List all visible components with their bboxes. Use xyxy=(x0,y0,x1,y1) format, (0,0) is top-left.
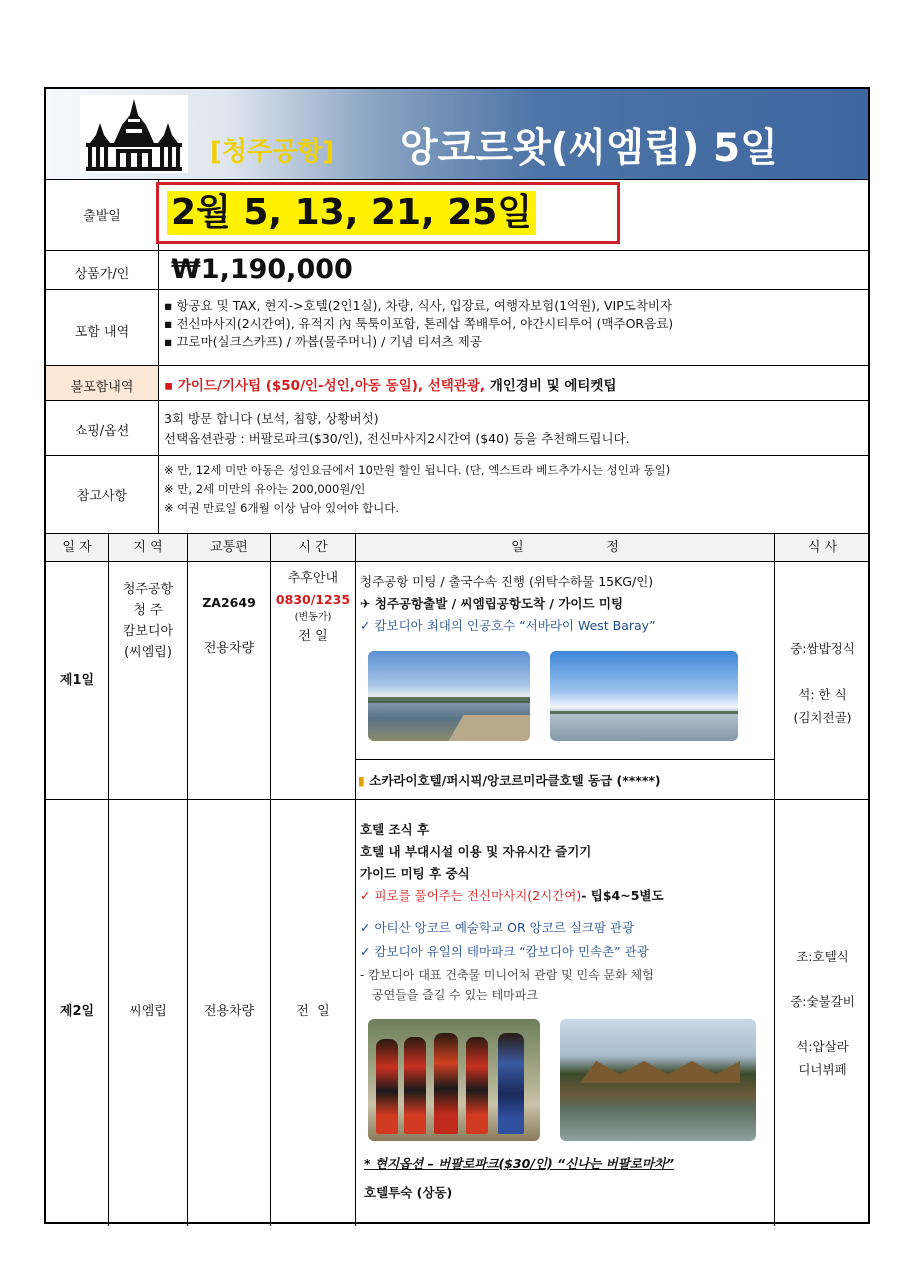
header-schedule: 일 정 xyxy=(511,540,619,555)
header-time: 시 간 xyxy=(298,540,328,555)
day1-meals xyxy=(775,637,870,729)
region-line: 청 주 xyxy=(133,603,163,618)
schedule-line: 가이드 미팅 후 중식 xyxy=(360,866,470,881)
day1-vehicle: 전용차량 xyxy=(203,641,255,656)
time-note: 추후안내 xyxy=(287,571,339,586)
flight-time: 0830/1235 xyxy=(275,592,351,607)
treeline xyxy=(368,697,530,703)
shopping-text xyxy=(164,409,868,449)
excluded-black-text: 개인경비 및 에티켓팁 xyxy=(485,378,617,394)
day2-meals xyxy=(775,945,870,1081)
day2-vehicle: 전용차량 xyxy=(203,1004,255,1019)
included-list xyxy=(164,297,868,351)
note-line: ※ 만, 12세 미만 아동은 성인요금에서 10만원 할인 됩니다. (단, 엑스트라 베드추가시는 성인과 동일) xyxy=(164,463,671,477)
day2-massage xyxy=(360,885,760,907)
dancer xyxy=(466,1037,488,1134)
day2-check2: ✓ 캄보디아 유일의 테마파크 “캄보디아 민속촌” 관광 xyxy=(360,944,649,959)
title-banner xyxy=(46,89,868,179)
region-line: 캄보디아 xyxy=(122,624,174,639)
day2-region: 씨엠립 xyxy=(129,1004,167,1019)
schedule-line: 호텔 내 부대시설 이용 및 자유시간 즐기기 xyxy=(360,844,592,859)
excluded-label: 불포함내역 xyxy=(70,380,134,395)
departure-label: 출발일 xyxy=(83,209,121,224)
horizon xyxy=(550,711,738,714)
excluded-red-text: ▪ 가이드/기사팁 ($50/인-성인,아동 동일), 선택관광, xyxy=(164,378,486,394)
header-region: 지 역 xyxy=(133,540,163,555)
excluded-text xyxy=(164,374,616,394)
meal-line: 석:압살라 xyxy=(796,1039,849,1054)
region-line: (씨엠립) xyxy=(124,645,172,660)
header-transport: 교통편 xyxy=(210,540,248,555)
desc-line: 공연들을 즐길 수 있는 테마파크 xyxy=(372,988,538,1002)
dancer xyxy=(404,1037,426,1134)
day2-schedule xyxy=(360,819,760,885)
included-item: ▪ 항공요 및 TAX, 현지->호텔(2인1실), 차량, 식사, 입장료, 여행자보험(1억원), VIP도착비자 xyxy=(164,298,673,313)
day1-flight: ZA2649 xyxy=(202,595,256,610)
meal-line: 디너뷔페 xyxy=(798,1062,847,1077)
day2-description xyxy=(360,965,760,1005)
angkor-wat-logo xyxy=(80,95,188,173)
price-label: 상품가/인 xyxy=(74,267,130,282)
day2-check1: ✓ 아티산 앙코르 예술학교 OR 앙코르 실크팜 관광 xyxy=(360,920,635,935)
dancer xyxy=(376,1039,398,1134)
notes-label: 참고사항 xyxy=(76,489,128,504)
day1-hotel xyxy=(358,771,661,789)
day2-hotel: 호텔투숙 (상동) xyxy=(364,1185,453,1200)
day2-label: 제2일 xyxy=(59,1004,95,1019)
note-line: ※ 만, 2세 미만의 유아는 200,000원/인 xyxy=(164,482,366,496)
day2-time: 전 일 xyxy=(296,1004,330,1019)
stone-pier xyxy=(448,715,530,741)
header-day: 일 자 xyxy=(62,540,92,555)
itinerary-sheet xyxy=(44,87,870,1224)
day1-schedule xyxy=(360,571,760,637)
massage-text: ✓ 피로를 풀어주는 전신마사지(2시간여) xyxy=(360,888,582,903)
stilt-houses xyxy=(580,1061,740,1083)
folk-village-photo xyxy=(560,1019,756,1141)
dancer xyxy=(434,1033,458,1134)
folk-dancers-photo xyxy=(368,1019,540,1141)
note-line: ※ 여권 만료일 6개월 이상 남아 있어야 합니다. xyxy=(164,501,400,515)
departure-highlight-box xyxy=(156,182,620,244)
included-label: 포함 내역 xyxy=(74,325,130,340)
meal-line: (김치전골) xyxy=(793,710,852,725)
day1-time xyxy=(271,568,355,647)
airport-label: [청주공항] xyxy=(210,137,335,167)
time-change-note: (변동가) xyxy=(294,612,332,623)
shopping-label: 쇼핑/옵션 xyxy=(74,424,130,439)
west-baray-photo xyxy=(368,651,530,741)
day1-label: 제1일 xyxy=(59,673,95,688)
meal-line: 조:호텔식 xyxy=(796,949,849,964)
dancer xyxy=(498,1033,524,1134)
shopping-line: 3회 방문 합니다 (보석, 침향, 상황버섯) xyxy=(164,411,379,426)
schedule-line: ✈ 청주공항출발 / 씨엠립공항도착 / 가이드 미팅 xyxy=(360,596,624,611)
massage-tip: - 팁$4~5별도 xyxy=(581,888,664,903)
day1-region xyxy=(109,579,187,663)
shopping-line: 선택옵션관광 : 버팔로파크($30/인), 전신마사지2시간여 ($40) 등을 추천해드립니다. xyxy=(164,431,630,446)
hotel-text: 소카라이호텔/퍼시픽/앙코르미라클호텔 동급 (*****) xyxy=(369,773,661,788)
hotel-icon: ▮ xyxy=(358,773,365,788)
time-all-day: 전 일 xyxy=(298,629,328,644)
meal-line: 석: 한 식 xyxy=(798,687,847,702)
notes-text xyxy=(164,461,868,518)
price-value: ₩1,190,000 xyxy=(171,254,353,285)
schedule-line: ✓ 캄보디아 최대의 인공호수 “서바라이 West Baray” xyxy=(360,618,656,633)
page-title: 앙코르왓(씨엠립) 5일 xyxy=(400,126,778,171)
meal-line: 중:쌈밥정식 xyxy=(790,641,855,656)
meal-line: 중:숯불갈비 xyxy=(790,994,855,1009)
region-line: 청주공항 xyxy=(122,582,174,597)
desc-line: - 캄보디아 대표 건축물 미니어처 관람 및 민속 문화 체험 xyxy=(360,968,654,982)
header-meals: 식 사 xyxy=(807,540,838,555)
included-item: ▪ 끄로마(실크스카프) / 까봅(물주머니) / 기념 티셔츠 제공 xyxy=(164,334,482,349)
lake-photo xyxy=(550,651,738,741)
departure-dates: 2월 5, 13, 21, 25일 xyxy=(167,191,536,235)
included-item: ▪ 전신마사지(2시간여), 유적지 內 툭툭이포함, 톤레삽 쪽배투어, 야간시티투어 (맥주OR음료) xyxy=(164,316,674,331)
day2-option: * 현지옵션 – 버팔로파크($30/인) “신나는 버팔로마차” xyxy=(364,1156,675,1171)
schedule-line: 호텔 조식 후 xyxy=(360,822,430,837)
schedule-line: 청주공항 미팅 / 출국수속 진행 (위탁수하물 15KG/인) xyxy=(360,574,654,589)
